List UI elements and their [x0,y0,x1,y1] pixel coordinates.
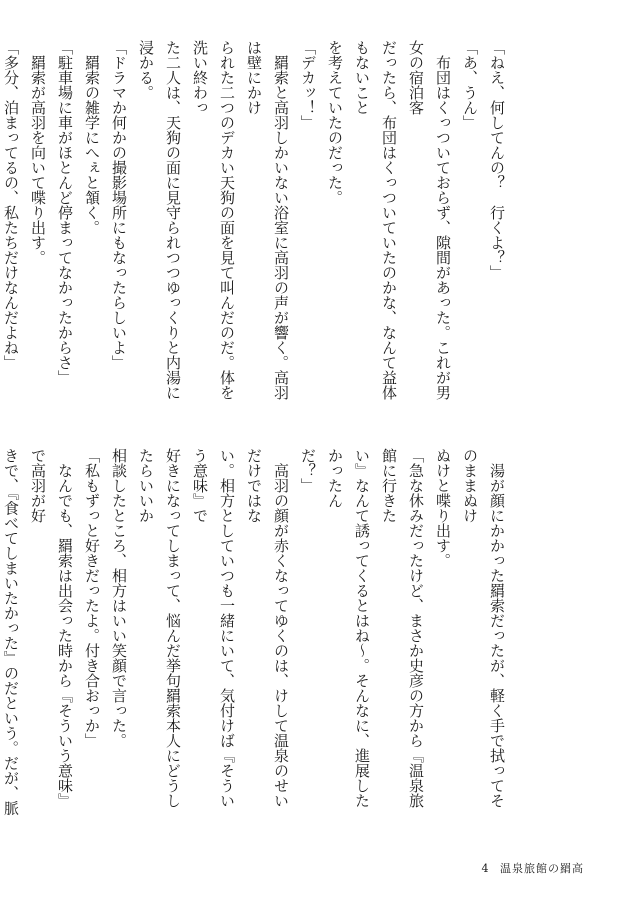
text-line: 「急な休みだったけど、まさか史彦の方から『温泉旅館に行きた [380,448,425,808]
text-line: 羂索の雑学にへぇと頷く。 [83,40,101,235]
upper-text-block [0,40,510,410]
text-line: い』なんて誘ってくるとはね～。そんなに、進展したかったん [326,448,371,808]
text-line: 湯が顔にかかった羂索だったが、軽く手で拭ってそのままぬけ [461,448,506,808]
text-line: 「あ、うん」 [461,40,479,130]
page-footer [476,860,585,876]
text-line: だ？」 [299,448,317,493]
text-line: なんでも、羂索は出会った時から『そういう意味』で高羽が好 [29,448,74,808]
text-line: 「ドラマか何かの撮影場所にもなったらしいよ」 [110,40,128,370]
text-line: 布団はくっついておらず、隙間があった。これが男女の宿泊客 [407,40,452,400]
text-line: 好きになってしまって、悩んだ挙句羂索本人にどうしたらいいか [137,448,182,808]
text-line: 高羽の顔が赤くなってゆくのは、けして温泉のせいだけではな [245,448,290,808]
page-number: 4 [481,862,490,875]
text-line: きで、『食べてしまいたかった』のだという。だが、脈 [2,448,20,816]
text-line: だったら、布団はくっついていたのかな、なんて益体もないこと [353,40,398,400]
text-line: 相談したところ、相方はいい笑顔で言った。 [110,448,128,748]
text-line: 「私もずっと好きだったよ。付き合おっか」 [83,448,101,748]
text-line: ぬけと喋り出す。 [434,448,452,568]
text-line: 「ねえ、何してんの？ 行くよ？」 [488,40,506,280]
running-title: 温泉旅館の羂高 [500,862,584,875]
text-line: い。相方としていつも一緒にいて、気付けば『そういう意味』で [191,448,236,808]
text-line: を考えていたのだった。 [326,40,344,205]
lower-text-block [0,448,510,820]
text-line: 「多分、泊まってるの、私たちだけなんだよね」 [2,40,20,370]
text-line: 羂索と高羽しかいない浴室に高羽の声が響く。高羽は壁にかけ [245,40,290,400]
text-line: 「駐車場に車がほとんど停まってなかったからさ」 [56,40,74,385]
text-line: 「デカッ！」 [299,40,317,130]
text-line: られた二つのデカい天狗の面を見て叫んだのだ。体を洗い終わっ [191,40,236,400]
text-line: た二人は、天狗の面に見守られつつゆっくりと内湯に浸かる。 [137,40,182,400]
text-line: 羂索が高羽を向いて喋り出す。 [29,40,47,265]
